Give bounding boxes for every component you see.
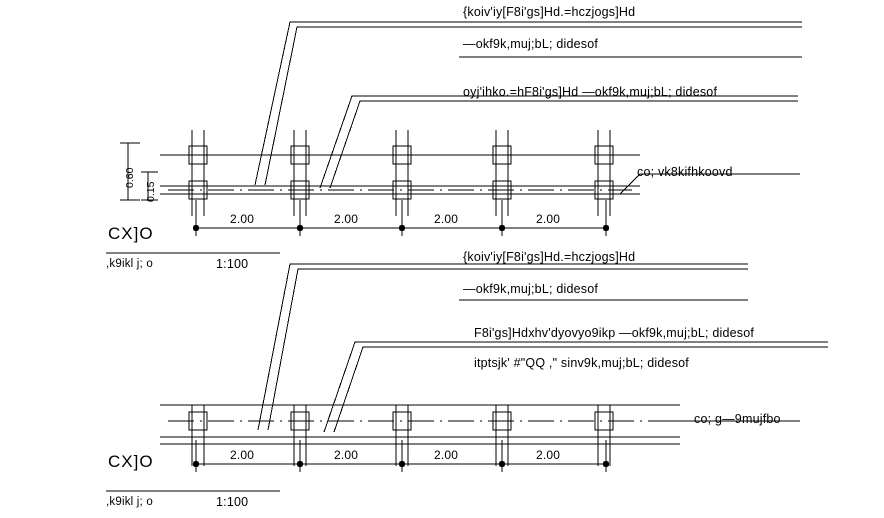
top-dim-1: 2.00 <box>334 212 359 226</box>
bottom-right-note: co; g—9mujfbo <box>694 412 781 426</box>
top-right-note: co; vk8kifhkoovd <box>637 165 733 179</box>
bottom-dim-2: 2.00 <box>434 448 459 462</box>
bottom-view-title: CX]O <box>108 452 154 471</box>
bottom-note-2-line2: itptsjk' #"QQ ," sinv9k,muj;bL; didesof <box>474 356 689 370</box>
bottom-note-1-line1: {koiv'iy[F8i'gs]Hd.=hczjogs]Hd <box>463 250 636 264</box>
bottom-note-2-line1: F8i'gs]Hdxhv'dyovyo9ikp —okf9k,muj;bL; didesof <box>474 326 755 340</box>
top-note-2-line1: oyj'ihko.=hF8i'gs]Hd —okf9k,muj;bL; didesof <box>463 85 718 99</box>
top-vertical-dim-1: 0.15 <box>145 181 157 202</box>
top-dim-0: 2.00 <box>230 212 255 226</box>
top-vertical-dim-0: 0.60 <box>124 167 136 188</box>
top-note-1-line1: {koiv'iy[F8i'gs]Hd.=hczjogs]Hd <box>463 5 636 19</box>
top-view-title-note: ,k9ikl j; o <box>106 258 153 270</box>
top-note-1-line2: —okf9k,muj;bL; didesof <box>463 37 599 51</box>
top-dim-2: 2.00 <box>434 212 459 226</box>
bottom-view-scale: 1:100 <box>216 495 249 509</box>
top-view-title: CX]O <box>108 224 154 243</box>
bottom-dim-3: 2.00 <box>536 448 561 462</box>
bottom-note-1-line2: —okf9k,muj;bL; didesof <box>463 282 599 296</box>
bottom-dim-1: 2.00 <box>334 448 359 462</box>
top-view-scale: 1:100 <box>216 257 249 271</box>
top-dim-3: 2.00 <box>536 212 561 226</box>
bottom-view-title-note: ,k9ikl j; o <box>106 496 153 508</box>
bottom-dim-0: 2.00 <box>230 448 255 462</box>
